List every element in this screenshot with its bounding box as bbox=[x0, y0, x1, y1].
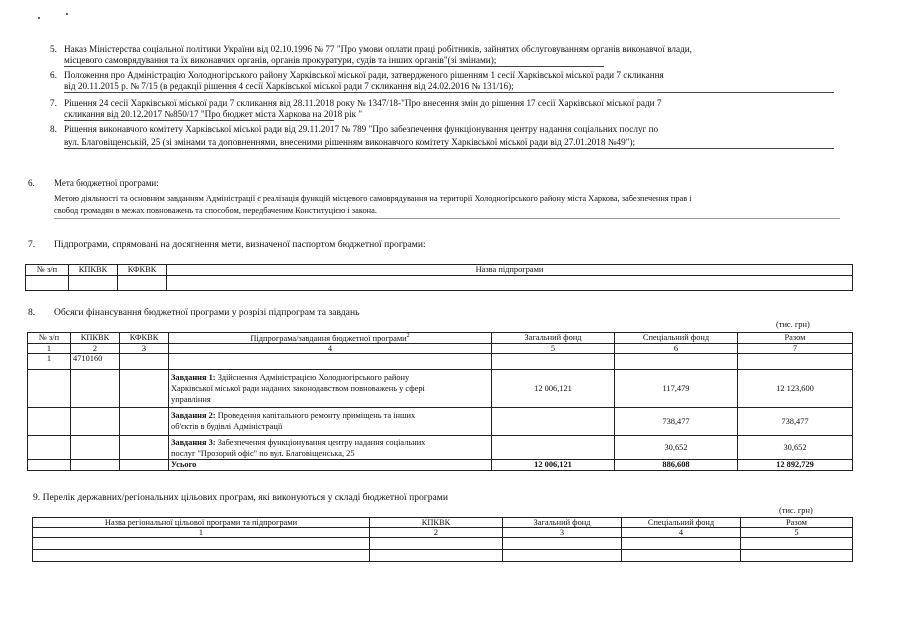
col-number: 5 bbox=[492, 344, 615, 354]
funding-table bbox=[27, 332, 853, 471]
row-num: 1 bbox=[28, 354, 71, 370]
general-fund-value bbox=[492, 436, 615, 460]
table-cell bbox=[169, 354, 492, 370]
table-cell bbox=[71, 460, 120, 471]
table-cell bbox=[370, 538, 503, 550]
col-number: 4 bbox=[169, 344, 492, 354]
target-programs-table bbox=[32, 517, 853, 562]
table-cell bbox=[69, 276, 118, 291]
col-number: 2 bbox=[71, 344, 120, 354]
grand-total: 12 892,729 bbox=[738, 460, 853, 471]
col-number: 1 bbox=[28, 344, 71, 354]
task-description: Завдання 2: Проведення капітального ремонту приміщень та інших об'єктів в будівлі Адміністрації bbox=[169, 408, 492, 436]
table-cell bbox=[33, 538, 370, 550]
col-header-special-fund: Спеціальний фонд bbox=[615, 333, 738, 344]
table-cell bbox=[28, 408, 71, 436]
row-kpkvk: 4710160 bbox=[71, 354, 120, 370]
underline bbox=[54, 218, 840, 219]
total-value: 738,477 bbox=[738, 408, 853, 436]
table-cell bbox=[71, 436, 120, 460]
task-description: Завдання 1: Здійснення Адміністрацією Холодногірського району Харківської міської ради наданих законодавством повноважень у сфері управління bbox=[169, 370, 492, 408]
legal-item-8: 8. Рішення виконавчого комітету Харківської міської ради від 29.11.2017 № 789 "Про забезпечення функціонування центру надання соціальних послуг по вул. Благовіщенській, 25 (зі змінами та доповненнями, внесеними рішенням виконавчого комітету Харківської міської ради від 27.01.2018 №49"); bbox=[50, 124, 659, 147]
table-cell bbox=[71, 370, 120, 408]
table-cell bbox=[120, 354, 169, 370]
col-number: 7 bbox=[738, 344, 853, 354]
section-7-heading: 7. Підпрограми, спрямовані на досягнення мети, визначеної паспортом бюджетної програми: bbox=[28, 239, 426, 250]
table-cell bbox=[33, 550, 370, 562]
col-number: 6 bbox=[615, 344, 738, 354]
legal-item-6: 6. Положення про Адміністрацію Холодногірського району Харківської міської ради, затвердженого рішенням 1 сесії Харківської міської ради 7 скликання від 20.11.2015 р. № 7/15 (в редакції рішення 4 сесії Харківської міської ради 7 скликання від 24.02.2016 № 131/16); bbox=[50, 70, 664, 91]
col-header-general-fund: Загальний фонд bbox=[492, 333, 615, 344]
col-header-special-fund: Спеціальний фонд bbox=[622, 518, 741, 528]
table-cell bbox=[120, 436, 169, 460]
col-header-kfkvk: КФКВК bbox=[118, 265, 167, 276]
general-fund-value: 12 006,121 bbox=[492, 370, 615, 408]
col-number: 4 bbox=[622, 528, 741, 538]
col-header-kpkvk: КПКВК bbox=[370, 518, 503, 528]
special-fund-total: 886,608 bbox=[615, 460, 738, 471]
total-label: Усього bbox=[169, 460, 492, 471]
col-header-num: № з/п bbox=[28, 333, 71, 344]
underline bbox=[64, 120, 334, 121]
table-cell bbox=[120, 408, 169, 436]
table-cell bbox=[71, 408, 120, 436]
underline bbox=[64, 148, 834, 149]
table-cell bbox=[26, 276, 69, 291]
table-row bbox=[28, 408, 853, 436]
col-number: 5 bbox=[741, 528, 853, 538]
table-cell bbox=[28, 436, 71, 460]
table-row bbox=[28, 436, 853, 460]
task-description: Завдання 3: Забезпечення функціонування центру надання соціальних послуг "Прозорий офіс" по вул. Благовіщенська, 25 bbox=[169, 436, 492, 460]
underline bbox=[64, 92, 834, 93]
table-cell bbox=[503, 550, 622, 562]
section-6-text-line1: Метою діяльності та основним завданням Адміністрації є реалізація функцій місцевого самоврядування на території Холодногірського району міста Харкова, забезпечення прав і bbox=[54, 194, 692, 203]
table-cell bbox=[741, 550, 853, 562]
total-value: 30,652 bbox=[738, 436, 853, 460]
table-cell bbox=[28, 370, 71, 408]
table-cell bbox=[120, 460, 169, 471]
table-row bbox=[28, 370, 853, 408]
subprograms-table bbox=[25, 264, 853, 291]
section-9-heading: 9. Перелік державних/регіональних цільових програм, які виконуються у складі бюджетної програми bbox=[33, 492, 448, 503]
special-fund-value: 117,479 bbox=[615, 370, 738, 408]
col-header-task: Підпрограма/завдання бюджетної програми$^2$ bbox=[169, 333, 492, 344]
legal-item-5: 5. Наказ Міністерства соціальної політики України від 02.10.1996 № 77 "Про умови оплати праці робітників, зайнятих обслуговуванням органів виконавчої влади, місцевого самоврядування та їх виконавчих органів, органів прокуратури, судів та інших органів"(зі змінами); bbox=[50, 44, 692, 65]
table-cell bbox=[503, 538, 622, 550]
col-header-kpkvk: КПКВК bbox=[71, 333, 120, 344]
col-header-program-name: Назва регіональної цільової програми та підпрограми bbox=[33, 518, 370, 528]
col-number: 3 bbox=[503, 528, 622, 538]
scan-speck bbox=[66, 13, 68, 15]
table-cell bbox=[738, 354, 853, 370]
table-row bbox=[33, 538, 853, 550]
col-header-subprogram-name: Назва підпрограми bbox=[167, 265, 853, 276]
special-fund-value: 30,652 bbox=[615, 436, 738, 460]
col-header-total: Разом bbox=[738, 333, 853, 344]
table-cell bbox=[28, 460, 71, 471]
table-cell bbox=[622, 538, 741, 550]
general-fund-value bbox=[492, 408, 615, 436]
table-cell bbox=[167, 276, 853, 291]
scan-speck bbox=[38, 17, 40, 19]
table-row bbox=[33, 550, 853, 562]
table-cell bbox=[615, 354, 738, 370]
col-number: 3 bbox=[120, 344, 169, 354]
section-6-text-line2: свобод громадян в межах повноважень та способом, передбаченим Конституцією і закона. bbox=[54, 206, 377, 215]
section-9-units: (тис. грн) bbox=[779, 506, 813, 515]
total-value: 12 123,600 bbox=[738, 370, 853, 408]
table-row bbox=[28, 354, 853, 370]
col-number: 1 bbox=[33, 528, 370, 538]
underline bbox=[64, 66, 604, 67]
table-cell bbox=[741, 538, 853, 550]
col-header-num: № з/п bbox=[26, 265, 69, 276]
section-8-units: (тис. грн) bbox=[776, 320, 810, 329]
section-8-heading: 8. Обсяги фінансування бюджетної програми у розрізі підпрограм та завдань bbox=[28, 307, 360, 318]
general-fund-total: 12 006,121 bbox=[492, 460, 615, 471]
section-6-heading: 6. Мета бюджетної програми: bbox=[28, 178, 159, 188]
table-cell bbox=[120, 370, 169, 408]
col-header-kpkvk: КПКВК bbox=[69, 265, 118, 276]
total-row bbox=[28, 460, 853, 471]
col-header-total: Разом bbox=[741, 518, 853, 528]
col-header-kfkvk: КФКВК bbox=[120, 333, 169, 344]
table-cell bbox=[370, 550, 503, 562]
table-cell bbox=[492, 354, 615, 370]
table-cell bbox=[622, 550, 741, 562]
legal-item-7: 7. Рішення 24 сесії Харківської міської ради 7 скликання від 28.11.2018 року № 1347/18-"Про внесення змін до рішення 17 сесії Харківської міської ради 7 скликання від 20.12.2017 №850/17 "Про бюджет міста Харкова на 2018 рік " bbox=[50, 98, 662, 119]
special-fund-value: 738,477 bbox=[615, 408, 738, 436]
col-number: 2 bbox=[370, 528, 503, 538]
table-cell bbox=[118, 276, 167, 291]
col-header-general-fund: Загальний фонд bbox=[503, 518, 622, 528]
